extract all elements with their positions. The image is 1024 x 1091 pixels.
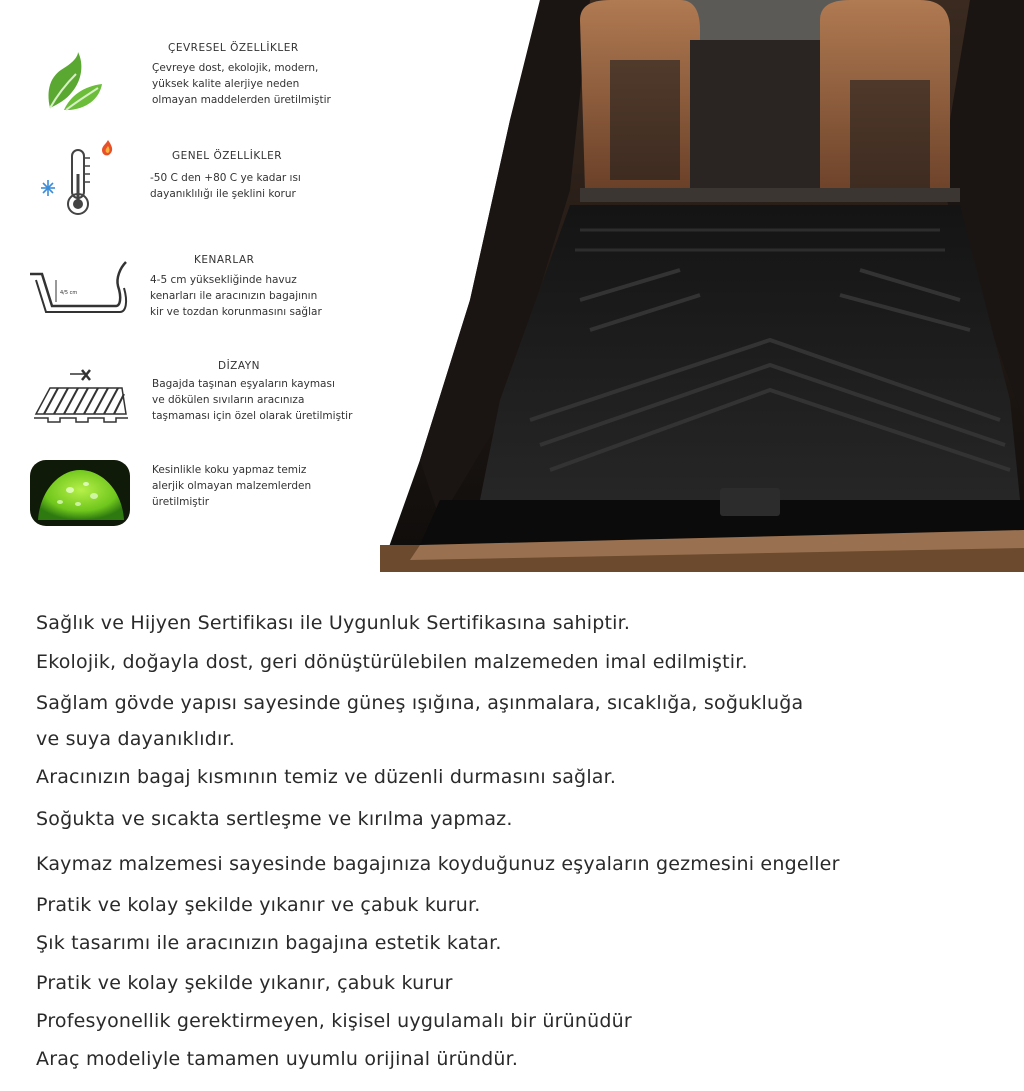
feature-text-edges: 4-5 cm yüksekliğinde havuz kenarları ile aracınızın bagajının kir ve tozdan korunmasını sağlar [150,274,322,318]
tray-edge-icon [28,258,132,324]
description-line: Profesyonellik gerektirmeyen, kişisel uygulamalı bir ürünüdür [36,1010,632,1032]
feature-title-edges: KENARLAR [194,254,255,266]
feature-title-general: GENEL ÖZELLİKLER [172,150,283,162]
svg-text:4/5 cm: 4/5 cm [60,290,78,296]
feature-text-design: Bagajda taşınan eşyaların kayması ve dökülen sıvıların aracınıza taşmaması için özel olarak üretilmiştir [152,378,353,422]
description-line: Pratik ve kolay şekilde yıkanır ve çabuk kurur. [36,894,481,916]
feature-title-design: DİZAYN [218,360,261,372]
description-line: Pratik ve kolay şekilde yıkanır, çabuk kurur [36,972,453,994]
car-trunk-photo [380,0,1024,572]
description-line: Soğukta ve sıcakta sertleşme ve kırılma yapmaz. [36,808,513,830]
thermometer-icon [38,138,118,218]
anti-slip-icon [30,366,132,426]
description-line: Ekolojik, doğayla dost, geri dönüştürülebilen malzemeden imal edilmiştir. [36,651,748,673]
description-line: ve suya dayanıklıdır. [36,728,235,750]
feature-text-general: -50 C den +80 C ye kadar ısı dayanıklılığı ile şeklini korur [150,172,301,200]
green-drop-icon [30,460,130,526]
description-line: Sağlam gövde yapısı sayesinde güneş ışığına, aşınmalara, sıcaklığa, soğukluğa [36,692,804,714]
description-line: Araç modeliyle tamamen uyumlu orijinal üründür. [36,1048,519,1070]
description-line: Kaymaz malzemesi sayesinde bagajınıza koyduğunuz eşyaların gezmesini engeller [36,853,840,875]
feature-title-environmental: ÇEVRESEL ÖZELLİKLER [168,42,299,54]
description-line: Aracınızın bagaj kısmının temiz ve düzenli durmasını sağlar. [36,766,617,788]
description-line: Şık tasarımı ile aracınızın bagajına estetik katar. [36,932,502,954]
leaf-icon [44,50,108,112]
feature-text-odorless: Kesinlikle koku yapmaz temiz alerjik olmayan malzemlerden üretilmiştir [152,464,312,508]
feature-text-environmental: Çevreye dost, ekolojik, modern, yüksek kalite alerjiye neden olmayan maddelerden üretilmiştir [152,62,331,106]
description-line: Sağlık ve Hijyen Sertifikası ile Uygunluk Sertifikasına sahiptir. [36,612,631,634]
